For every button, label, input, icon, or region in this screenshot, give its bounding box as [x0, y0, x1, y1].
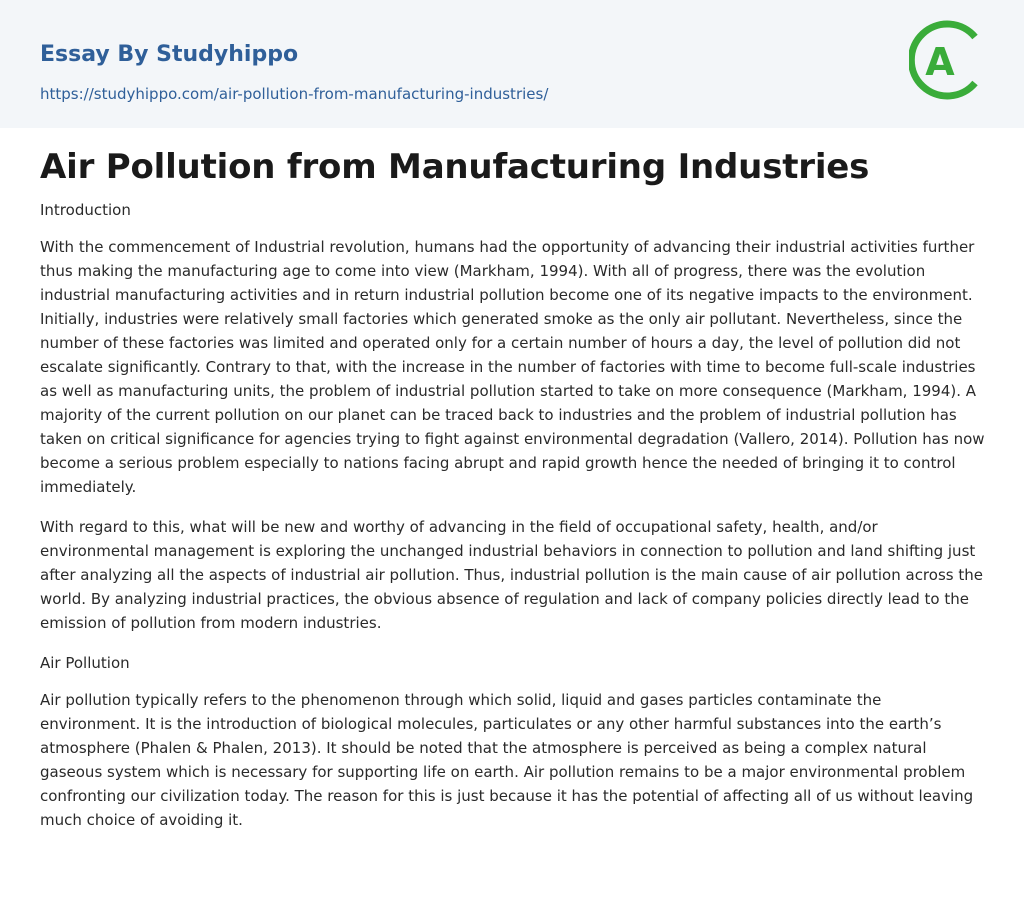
section-heading-introduction: Introduction [40, 201, 131, 219]
paragraph: With regard to this, what will be new and worthy of advancing in the field of occupational safety, health, and/or environmental management is exploring the unchanged industrial behaviors in connection to pollution and land shifting just after analyzing all the aspects of industrial air pollution. Thus, industrial pollution is the main cause of air pollution across the world. By analyzing industrial practices, the obvious absence of regulation and lack of company policies directly lead to the emission of pollution from modern industries. [40, 518, 983, 632]
article-title: Air Pollution from Manufacturing Industries [40, 147, 870, 187]
studyhippo-logo-icon[interactable] [909, 17, 989, 107]
article-body [40, 198, 986, 848]
logo-letter: A [925, 40, 955, 84]
paragraph: Air pollution typically refers to the phenomenon through which solid, liquid and gases particles contaminate the environment. It is the introduction of biological molecules, particulates or any other harmful substances into the earth’s atmosphere (Phalen & Phalen, 2013). It should be noted that the atmosphere is perceived as being a complex natural gaseous system which is necessary for supporting life on earth. Air pollution remains to be a major environmental problem confronting our civilization today. The reason for this is just because it has the potential of affecting all of us without leaving much choice of avoiding it. [40, 691, 974, 829]
site-brand[interactable]: Essay By Studyhippo [40, 42, 299, 67]
paragraph: With the commencement of Industrial revolution, humans had the opportunity of advancing their industrial activities further thus making the manufacturing age to come into view (Markham, 1994). With all of progress, there was the evolution industrial manufacturing activities and in return industrial pollution become one of its negative impacts to the environment. Initially, industries were relatively small factories which generated smoke as the only air pollutant. Nevertheless, since the number of these factories was limited and operated only for a certain number of hours a day, the level of pollution did not escalate significantly. Contrary to that, with the increase in the number of factories with time to become full-scale industries as well as manufacturing units, the problem of industrial pollution started to take on more consequence (Markham, 1994). A majority of the current pollution on our planet can be traced back to industries and the problem of industrial pollution has taken on critical significance for agencies trying to fight against environmental degradation (Vallero, 2014). Pollution has now become a serious problem especially to nations facing abrupt and rapid growth hence the needed of bringing it to control immediately. [40, 238, 985, 496]
section-heading-air-pollution: Air Pollution [40, 654, 130, 672]
page-url-link[interactable]: https://studyhippo.com/air-pollution-from-manufacturing-industries/ [40, 85, 549, 103]
